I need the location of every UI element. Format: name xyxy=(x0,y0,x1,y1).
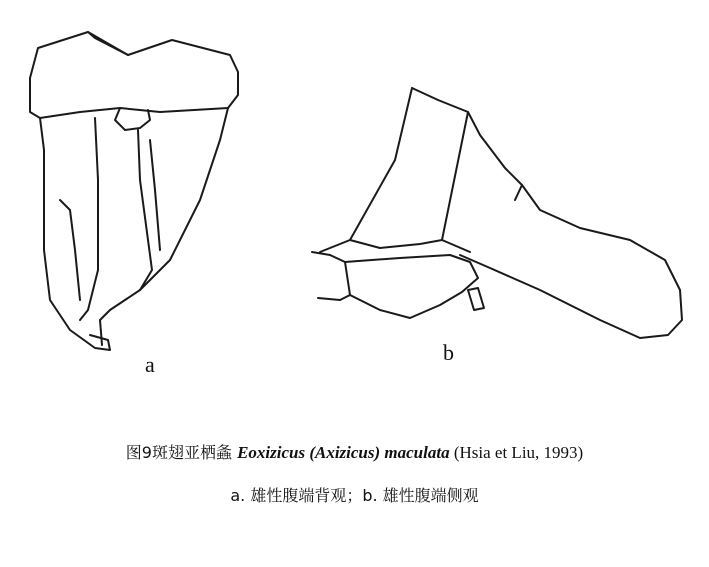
caption-subtitle xyxy=(0,483,709,506)
caption-panel-descriptions: a. 雄性腹端背观；b. 雄性腹端侧观 xyxy=(230,486,479,505)
figure-caption xyxy=(0,440,709,463)
panel-a-drawing xyxy=(30,32,238,350)
caption-prefix: 图9斑翅亚栖螽 xyxy=(125,443,238,462)
panel-label-a: a xyxy=(145,352,155,377)
panel-label-b: b xyxy=(443,340,454,365)
panel-b-drawing xyxy=(312,88,682,338)
caption-scientific-name: Eoxizicus (Axizicus) maculata xyxy=(237,443,450,462)
caption-authority: (Hsia et Liu, 1993) xyxy=(449,443,584,462)
